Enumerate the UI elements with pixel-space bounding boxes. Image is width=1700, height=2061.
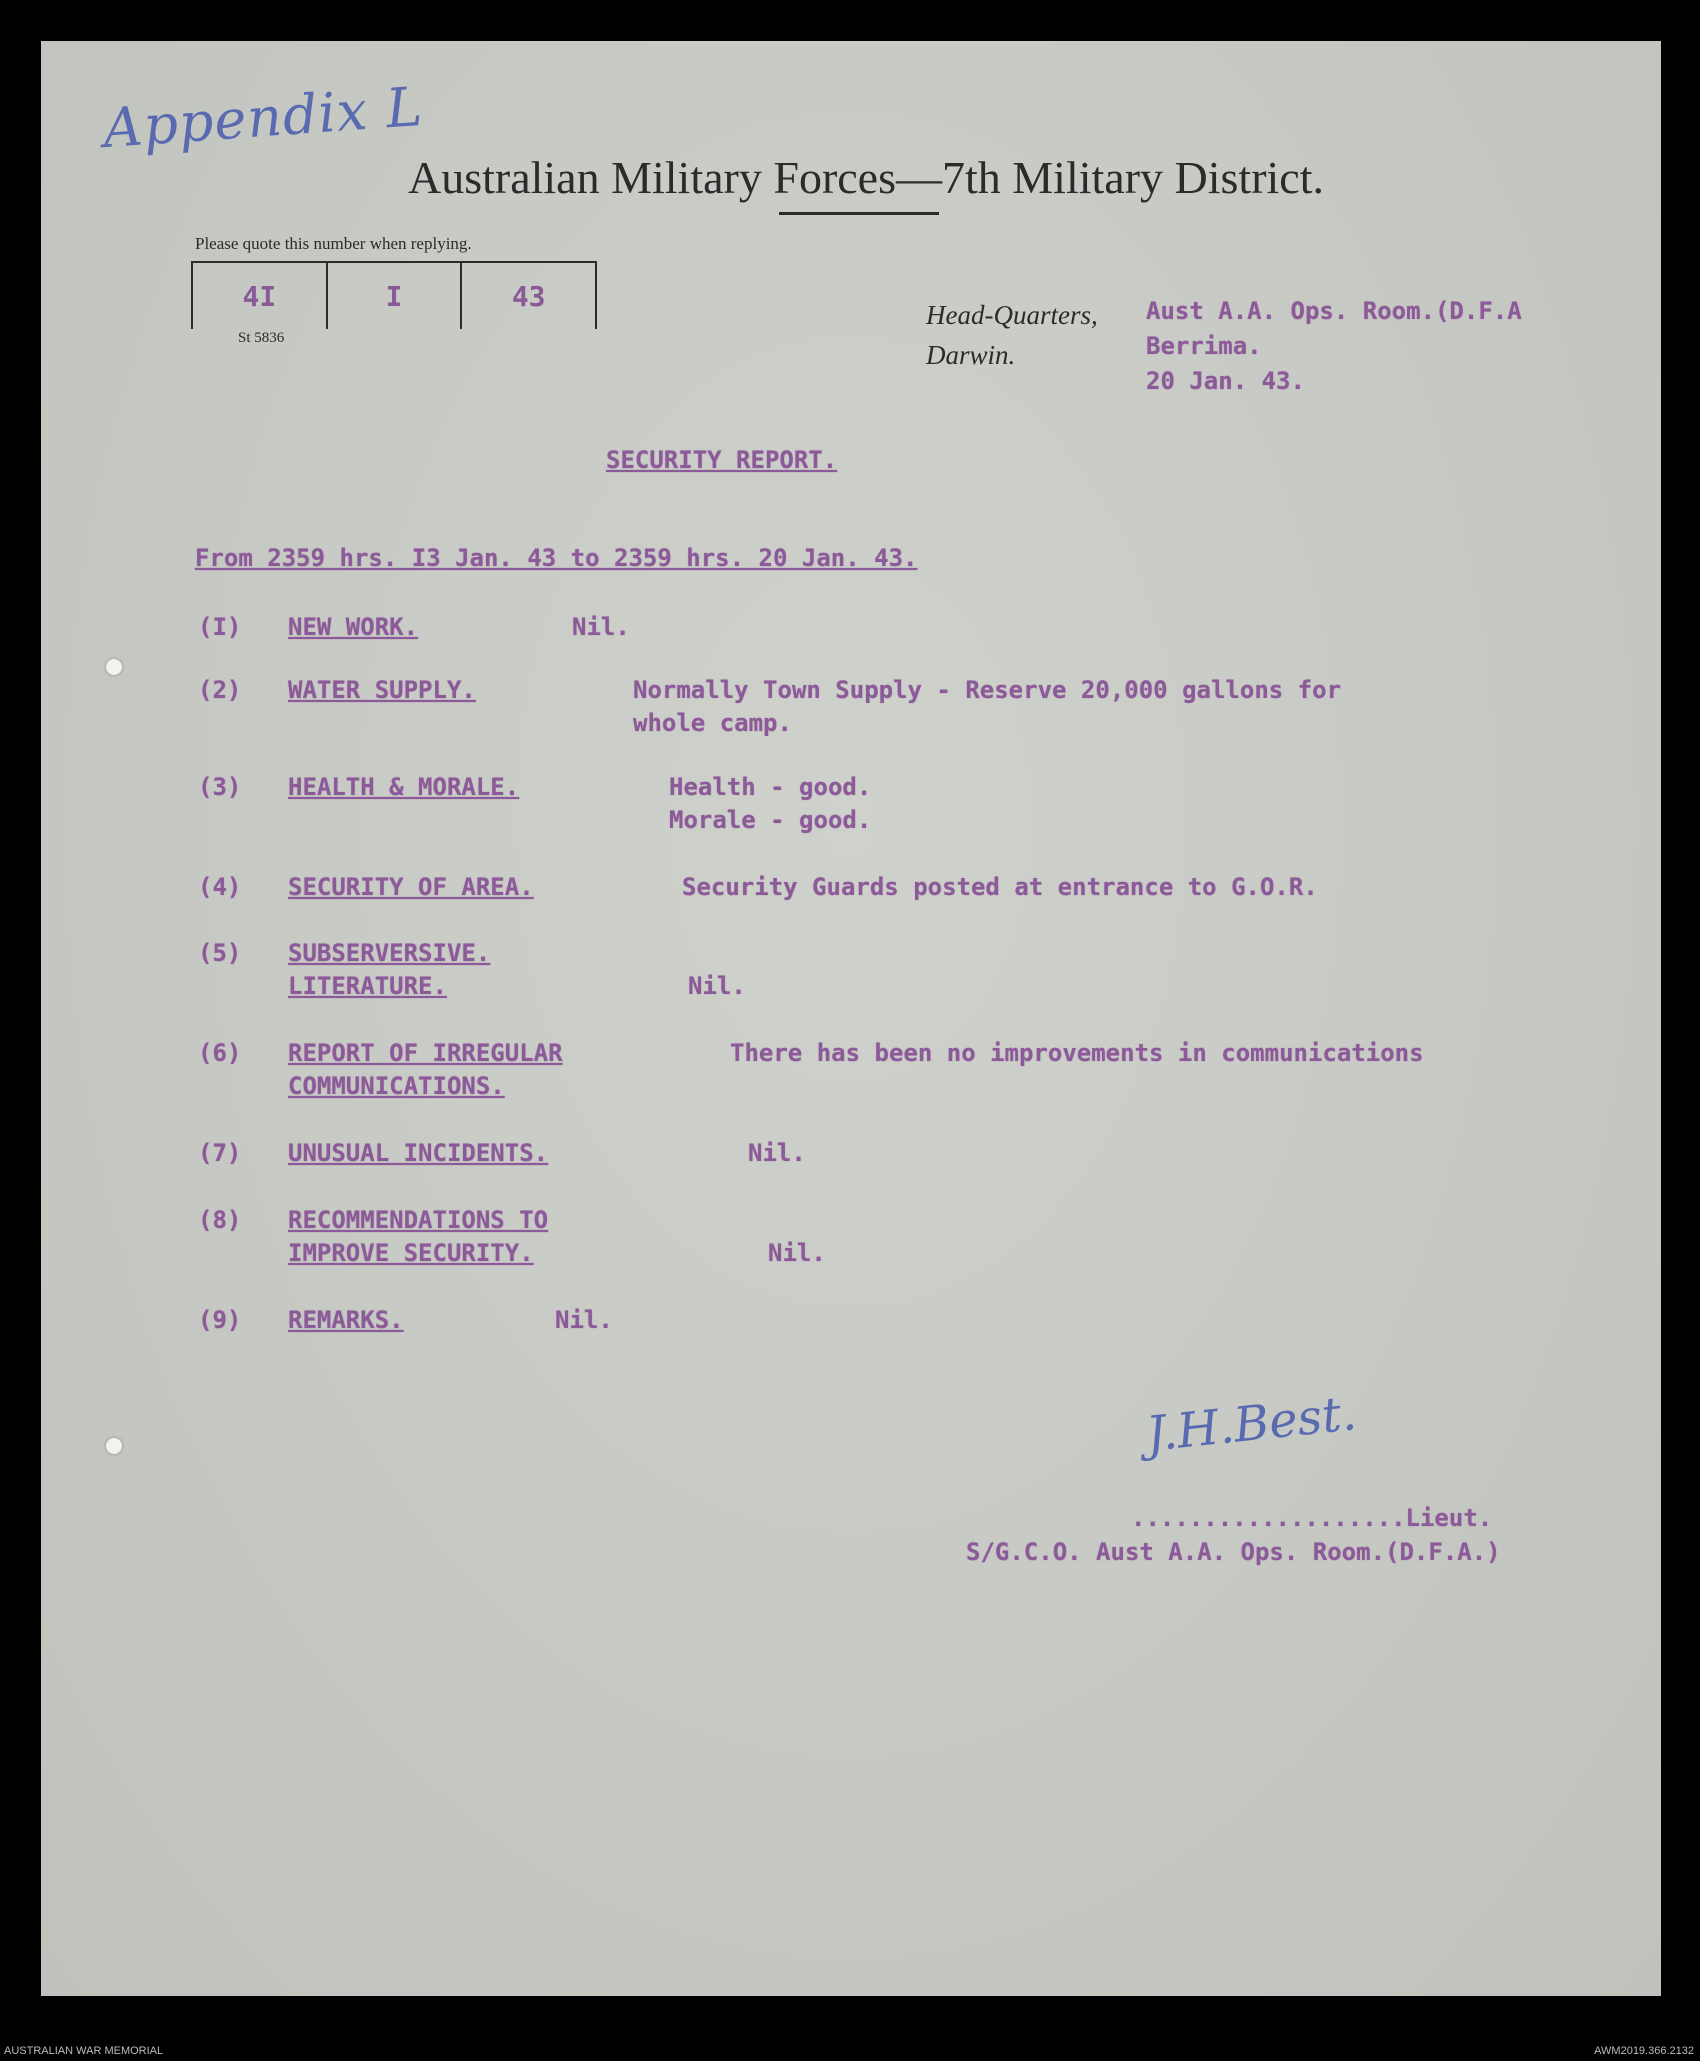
letterhead: Australian Military Forces—7th Military District. <box>407 152 1325 203</box>
handwritten-appendix-note: Appendix L <box>101 74 425 161</box>
item-heading-continued: IMPROVE SECURITY. <box>288 1239 534 1267</box>
item-heading: UNUSUAL INCIDENTS. <box>288 1139 549 1167</box>
reference-cell: I <box>328 263 463 329</box>
item-number: (3) <box>198 773 242 801</box>
letterhead-rule <box>779 212 939 215</box>
item-number: (5) <box>198 939 242 967</box>
item-body: Nil. <box>572 613 630 641</box>
item-heading: WATER SUPPLY. <box>288 676 476 704</box>
item-body-continued: Morale - good. <box>669 806 872 834</box>
item-body: Normally Town Supply - Reserve 20,000 gallons for <box>633 676 1342 704</box>
item-heading: NEW WORK. <box>288 613 419 641</box>
form-number: St 5836 <box>238 330 285 346</box>
reference-cell: 4I <box>193 263 328 329</box>
headquarters-label <box>926 295 1098 375</box>
item-heading-continued: LITERATURE. <box>288 972 447 1000</box>
item-number: (I) <box>198 613 242 641</box>
item-body-continued: whole camp. <box>633 709 792 737</box>
item-heading: RECOMMENDATIONS TO <box>288 1206 549 1234</box>
item-body: Nil. <box>688 972 746 1000</box>
item-number: (8) <box>198 1206 242 1234</box>
punch-hole <box>106 1438 122 1454</box>
item-heading: HEALTH & MORALE. <box>288 773 520 801</box>
item-body: Health - good. <box>669 773 872 801</box>
item-body: Security Guards posted at entrance to G.O.R. <box>682 873 1318 901</box>
item-body: There has been no improvements in communications <box>730 1039 1424 1067</box>
headquarters-line: Head-Quarters, <box>926 300 1098 330</box>
item-heading: REPORT OF IRREGULAR <box>288 1039 563 1067</box>
item-heading: SECURITY OF AREA. <box>288 873 534 901</box>
headquarters-city: Darwin. <box>926 340 1016 370</box>
signature-line: ...................Lieut. <box>1131 1504 1493 1532</box>
report-title: SECURITY REPORT. <box>606 446 838 474</box>
item-number: (2) <box>198 676 242 704</box>
footer-accession-number: AWM2019.366.2132 <box>1594 2045 1694 2057</box>
item-number: (6) <box>198 1039 242 1067</box>
item-heading: SUBSERVERSIVE. <box>288 939 491 967</box>
punch-hole <box>106 659 122 675</box>
reference-number-box <box>191 261 597 329</box>
item-number: (9) <box>198 1306 242 1334</box>
footer-archive-name: AUSTRALIAN WAR MEMORIAL <box>4 2045 164 2057</box>
item-body: Nil. <box>555 1306 613 1334</box>
document-page <box>41 41 1661 1996</box>
reference-label: Please quote this number when replying. <box>195 234 472 253</box>
item-heading: REMARKS. <box>288 1306 404 1334</box>
sender-address: Aust A.A. Ops. Room.(D.F.A Berrima. 20 Jan. 43. <box>1146 297 1522 395</box>
item-heading-continued: COMMUNICATIONS. <box>288 1072 505 1100</box>
item-number: (7) <box>198 1139 242 1167</box>
item-number: (4) <box>198 873 242 901</box>
signatory-title: S/G.C.O. Aust A.A. Ops. Room.(D.F.A.) <box>966 1538 1501 1566</box>
handwritten-signature: J.H.Best. <box>1143 1385 1360 1463</box>
item-body: Nil. <box>748 1139 806 1167</box>
item-body: Nil. <box>768 1239 826 1267</box>
reference-cell: 43 <box>511 279 546 313</box>
report-period: From 2359 hrs. I3 Jan. 43 to 2359 hrs. 20 Jan. 43. <box>195 544 918 572</box>
